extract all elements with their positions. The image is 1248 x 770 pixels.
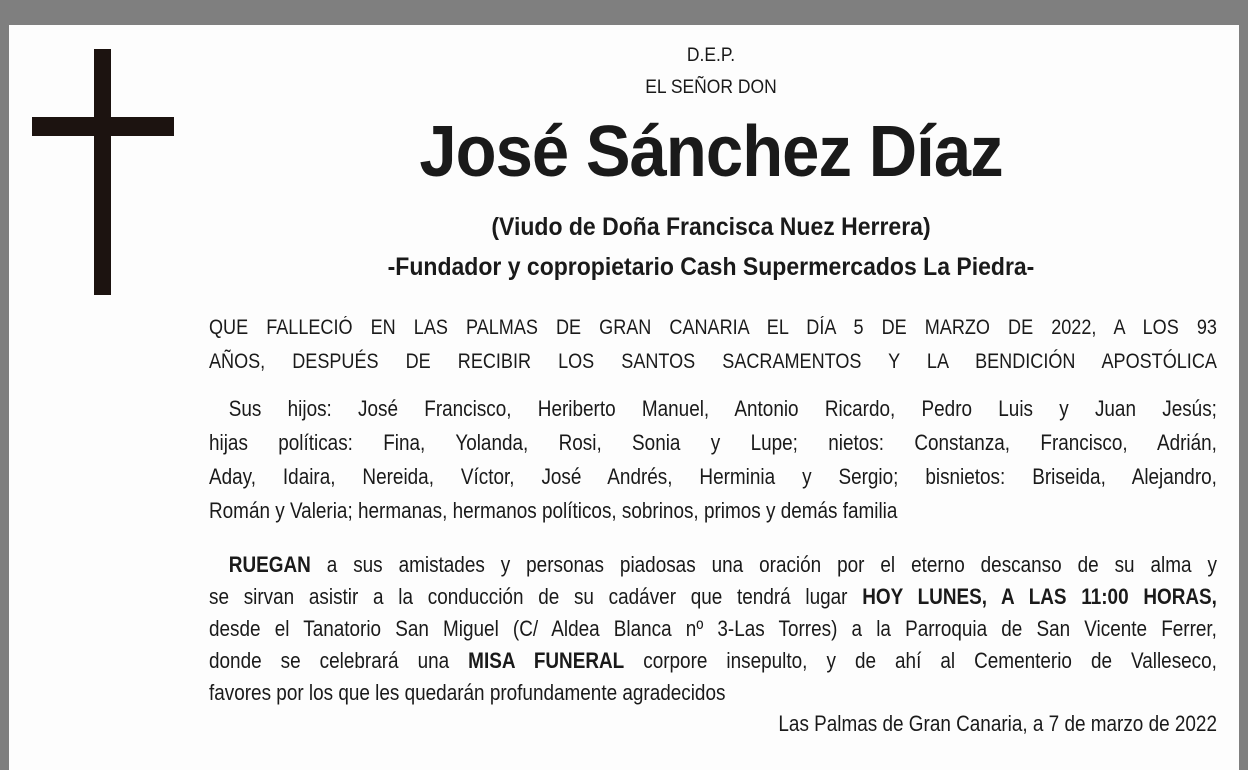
request-line xyxy=(209,645,1217,677)
family-line: Román y Valeria; hermanas, hermanos políticos, sobrinos, primos y demás familia xyxy=(209,498,898,523)
request-text: se sirvan asistir a la conducción de su cadáver que tendrá lugar xyxy=(209,584,848,609)
family-line: Sus hijos: José Francisco, Heriberto Manuel, Antonio Ricardo, Pedro Luis y Juan Jesús; xyxy=(228,396,1217,421)
request-line xyxy=(209,581,1217,613)
deceased-name: José Sánchez Díaz xyxy=(419,112,1003,192)
cross-horizontal-bar xyxy=(32,117,174,136)
ruegan-bold: RUEGAN xyxy=(228,552,311,577)
death-notice-line: QUE FALLECIÓ EN LAS PALMAS DE GRAN CANARIA EL DÍA 5 DE MARZO DE 2022, A LOS 93 xyxy=(209,316,1217,339)
death-notice xyxy=(209,311,1217,379)
dep-heading: D.E.P. xyxy=(686,45,736,66)
request-line xyxy=(209,549,1217,581)
request-text: a sus amistades y personas piadosas una oración por el eterno descanso de su alma y xyxy=(326,552,1217,577)
request-line: desde el Tanatorio San Miguel (C/ Aldea Blanca nº 3-Las Torres) a la Parroquia de San Vicente Ferrer, xyxy=(209,616,1217,641)
request-text: corpore insepulto, y de ahí al Cementerio de Valleseco, xyxy=(643,648,1217,673)
obituary-notice xyxy=(9,25,1239,770)
family-line: hijas políticas: Fina, Yolanda, Rosi, Sonia y Lupe; nietos: Constanza, Francisco, Adrián, xyxy=(209,430,1217,455)
request-text: donde se celebrará una xyxy=(209,648,450,673)
role-line: -Fundador y copropietario Cash Supermercados La Piedra- xyxy=(387,253,1035,281)
family-line: Aday, Idaira, Nereida, Víctor, José Andrés, Herminia y Sergio; bisnietos: Briseida, Alejandro, xyxy=(209,464,1217,489)
title-prefix: EL SEÑOR DON xyxy=(645,77,777,98)
family-paragraph xyxy=(209,392,1217,528)
widower-line: (Viudo de Doña Francisca Nuez Herrera) xyxy=(491,213,931,241)
time-bold: HOY LUNES, A LAS 11:00 HORAS, xyxy=(862,584,1217,609)
request-paragraph xyxy=(209,549,1217,709)
mass-bold: MISA FUNERAL xyxy=(468,648,625,673)
cross-vertical-bar xyxy=(94,49,111,295)
death-notice-line: AÑOS, DESPUÉS DE RECIBIR LOS SANTOS SACRAMENTOS Y LA BENDICIÓN APOSTÓLICA xyxy=(209,350,1217,373)
place-date: Las Palmas de Gran Canaria, a 7 de marzo de 2022 xyxy=(778,711,1217,736)
request-line: favores por los que les quedarán profundamente agradecidos xyxy=(209,680,726,705)
